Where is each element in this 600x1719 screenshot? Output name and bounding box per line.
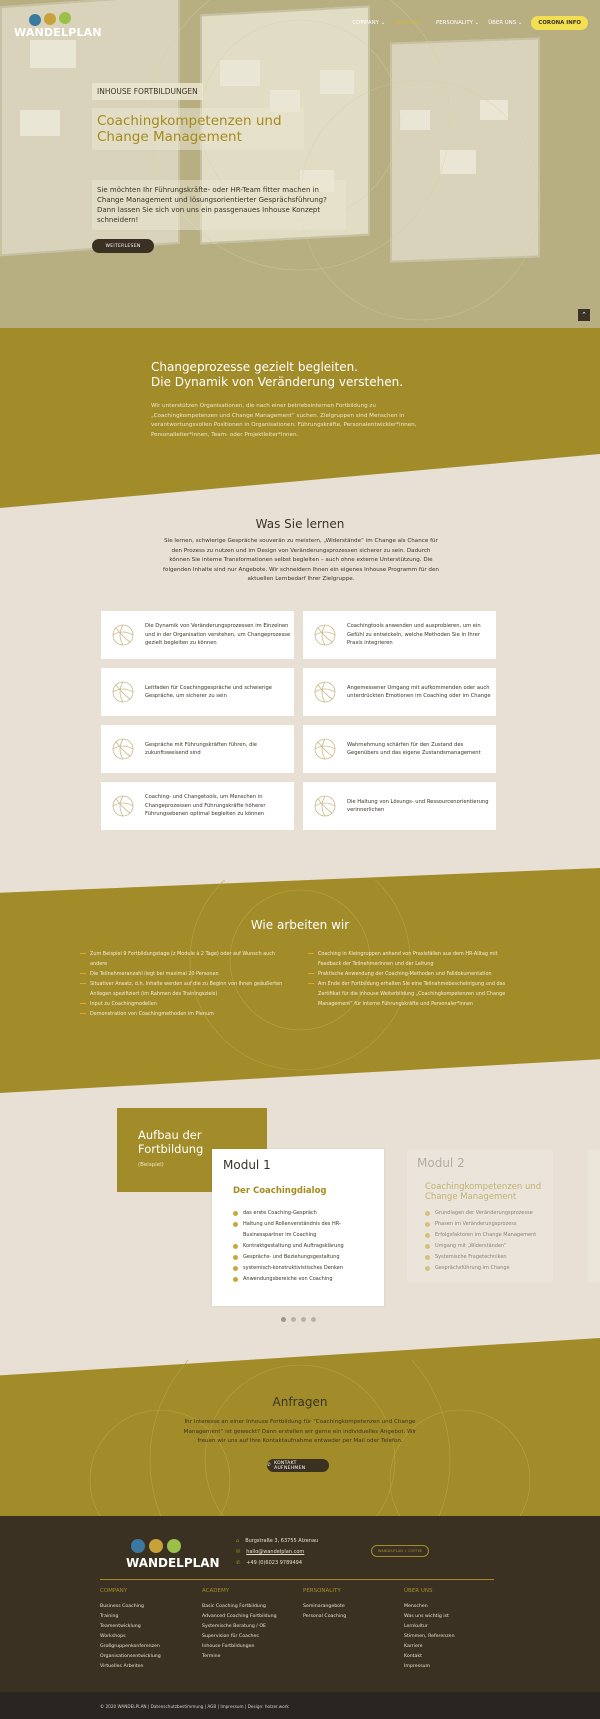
nav-personality[interactable] (436, 20, 479, 26)
module-sub: Der Coachingdialog (233, 1186, 327, 1196)
change-title-line2: Die Dynamik von Veränderung verstehen. (151, 375, 404, 389)
phone-icon: ✆ (236, 1560, 241, 1566)
hero-title: Coachingkompetenzen und Change Management (92, 108, 304, 150)
footer-link[interactable]: Lernkultur (404, 1624, 428, 1629)
learn-card (303, 611, 496, 659)
footer-logo-text[interactable]: WANDELPLAN (126, 1556, 220, 1570)
footer-email[interactable] (236, 1549, 304, 1555)
chevron-up-icon: ⌃ (581, 311, 587, 319)
footer-link[interactable]: Advanced Coaching Fortbildung (202, 1614, 277, 1619)
list-item: Situativer Ansatz, d.h. Inhalte werden auf die zu Beginn von Ihnen geäußerten Anliegen spezifiziert (im Rahmen des Trainingsziels) (80, 979, 290, 999)
footer-link[interactable]: Termine (202, 1654, 221, 1659)
slider-dot[interactable] (311, 1317, 316, 1322)
footer-column-head: ACADEMY (202, 1588, 230, 1594)
list-item: Am Ende der Fortbildung erhalten Sie eine Teilnahmebescheinigung und das Zertifikat für die Inhouse Weiterbildung „Coachingkompetenzen und Change Management“ für interne Führungskräfte und Personaler*innen (308, 979, 520, 1009)
aufbau-title-line2: Fortbildung (138, 1142, 204, 1156)
module-list (425, 1208, 545, 1274)
slider-dot[interactable] (281, 1317, 286, 1322)
mail-icon: ✉ (236, 1549, 241, 1555)
learn-card (101, 782, 294, 830)
slider-dot[interactable] (301, 1317, 306, 1322)
hero-kicker: INHOUSE FORTBILDUNGEN (92, 83, 203, 100)
module-card-2[interactable] (407, 1150, 553, 1282)
learn-card-text: Wahrnehmung schärfen für den Zustand des Gegenübers und das eigene Zustandsmanagement (347, 741, 481, 756)
change-title-line1: Changeprozesse gezielt begleiten. (151, 360, 358, 374)
module-title: Modul 1 (223, 1158, 271, 1172)
aufbau-sub: (Beispiel) (138, 1162, 164, 1168)
module-title: Modul 2 (417, 1156, 465, 1170)
footer-column-ueber-uns (404, 1588, 455, 1672)
learn-card-text: Coachingtools anwenden und ausprobieren, um ein Gefühl zu entwickeln, welche Methoden Sie in Ihrer Praxis integrieren (347, 623, 481, 647)
footer-divider (100, 1579, 494, 1580)
list-item: Zum Beispiel 9 Fortbildungstage (z Module à 2 Tage) oder auf Wunsch auch andere (80, 949, 290, 969)
list-item: Gesprächs- und Beziehungsgestaltung (233, 1252, 373, 1263)
chevron-down-icon: ⌄ (474, 20, 480, 26)
kontakt-aufnehmen-button[interactable] (267, 1459, 329, 1472)
learn-card-text: Coaching- und Changetools, um Menschen in Changeprozessen und Führungskräfte höherer Führungsebenen optimal begleiten zu können (145, 794, 266, 818)
learn-card (101, 611, 294, 659)
copyright-text: © 2020 WANDELPLAN | Datenschutzbestimmung | AGB | Impressum | Design: holzer.work (100, 1704, 289, 1709)
list-item: Anwendungsbereiche von Coaching (233, 1274, 373, 1285)
nav-label: ACADEMY (394, 20, 421, 26)
learn-text: Sie lernen, schwierige Gespräche souverän zu meistern, „Widerstände“ im Change als Chance für den Prozess zu nutzen und im Design von Veränderungsprozessen sicherer zu sein. Dadurch können Sie interne Transformationen selbst begleiten – auch ohne externe Unterstützung. Die folgenden Inhalte sind nur Angebote. Wir schneidern Ihnen ein eigenes Inhouse Programm für den aktuellen Lernbedarf Ihrer Zielgruppe. (163, 538, 439, 582)
learn-card-text: Die Haltung von Lösungs- und Ressourcenorientierung verinnerlichen (347, 798, 489, 813)
learn-card (101, 668, 294, 716)
list-item: Kontraktgestaltung und Auftragsklärung (233, 1241, 373, 1252)
footer-link[interactable]: Inhouse Fortbildungen (202, 1644, 255, 1649)
logo-text[interactable]: WANDELPLAN (14, 26, 102, 39)
learn-card (303, 725, 496, 773)
footer-column-personality (303, 1588, 346, 1622)
footer-link[interactable]: Personal Coaching (303, 1614, 347, 1619)
nav-academy[interactable] (394, 20, 427, 26)
footer-link[interactable]: Systemische Beratung / OE (202, 1624, 267, 1629)
aufbau-title-line1: Aufbau der (138, 1128, 202, 1142)
phone-link[interactable]: +49 (0)6023 9789494 (246, 1560, 303, 1566)
globe-sketch-icon (313, 737, 337, 761)
learn-card-text: Gespräche mit Führungskräften führen, die zukunftsweisend sind (145, 741, 257, 756)
home-icon: ⌂ (236, 1538, 240, 1544)
footer-column-company (100, 1588, 161, 1672)
footer-column-head: COMPANY (100, 1588, 128, 1594)
hero-section (0, 0, 600, 328)
copyright-bar (0, 1692, 600, 1719)
footer-link[interactable]: Was uns wichtig ist (404, 1614, 449, 1619)
footer-link[interactable]: Menschen (404, 1604, 428, 1609)
footer-phone[interactable] (236, 1560, 302, 1566)
list-item: Haltung und Rollenverständnis des HR-Businesspartner im Coaching (233, 1219, 373, 1241)
learn-card (101, 725, 294, 773)
footer-link[interactable]: Impressum (404, 1664, 431, 1669)
list-item: Gesprächsführung im Change (425, 1263, 545, 1274)
learn-card (303, 782, 496, 830)
globe-sketch-icon (111, 794, 135, 818)
change-text: Wir unterstützen Organisationen, die nach einer betriebsinternen Fortbildung zu „Coachingkompetenzen und Change Management“ suchen. Zielgruppen sind Menschen in verantwortungsvollen Positionen in Organisationen: Führungskräfte, Personalentwickler*innen, Personalleiter*innen, Team- oder Projektleiter*innen. (151, 403, 417, 438)
globe-sketch-icon (313, 680, 337, 704)
globe-sketch-icon (111, 737, 135, 761)
footer-link[interactable]: Teamentwicklung (100, 1624, 141, 1629)
learn-card-text: Angemessener Umgang mit aufkommenden oder auch unterdrückten Emotionen im Coaching oder im Change (347, 684, 491, 699)
globe-sketch-icon (111, 680, 135, 704)
module-card-3-peek[interactable] (588, 1150, 600, 1282)
globe-sketch-icon (313, 794, 337, 818)
chevron-down-icon: ⌄ (517, 20, 523, 26)
slider-dots (281, 1317, 316, 1322)
footer-link[interactable]: Business Coaching (100, 1604, 144, 1609)
learn-title: Was Sie lernen (255, 517, 345, 531)
footer-column-head: ÜBER UNS (404, 1588, 433, 1594)
list-item: Umgang mit „Widerständen“ (425, 1241, 545, 1252)
footer-link[interactable]: Supervision für Coaches (202, 1634, 259, 1639)
list-item: Phasen im Veränderungsprozess (425, 1219, 545, 1230)
list-item: Grundlagen der Veränderungsprozesse (425, 1208, 545, 1219)
list-item: Die Teilnehmeranzahl liegt bei maximal 20 Personen (80, 969, 290, 979)
corona-info-button[interactable]: CORONA INFO (531, 16, 588, 30)
anfragen-title: Anfragen (272, 1395, 328, 1409)
footer-link[interactable]: Workshops (100, 1634, 126, 1639)
globe-sketch-icon (313, 623, 337, 647)
module-card-1[interactable] (212, 1149, 384, 1306)
footer-logo-icon[interactable] (126, 1537, 192, 1555)
list-item: systemisch-konstruktivistisches Denken (233, 1263, 373, 1274)
chevron-down-icon: ⌄ (422, 20, 427, 26)
logo-icon[interactable] (14, 8, 84, 28)
module-sub: Coachingkompetenzen und Change Management (425, 1182, 542, 1202)
email-link[interactable]: hallo@wandelplan.com (246, 1549, 305, 1555)
work-list-left (80, 949, 290, 1019)
footer-link[interactable]: Organisationsentwicklung (100, 1654, 161, 1659)
module-list (233, 1208, 373, 1285)
footer-link[interactable]: Training (100, 1614, 119, 1619)
button-label: KONTAKT AUFNEHMEN (274, 1460, 306, 1471)
footer-link[interactable]: Kontakt (404, 1654, 422, 1659)
list-item: Coaching in Kleingruppen anhand von Praxisfällen aus dem HR-Alltag mit Feedback der TeilnehmerInnen und der Leitung (308, 949, 520, 969)
coffee-button[interactable]: WANDELPLAN + COFFEE (371, 1545, 429, 1557)
footer-link[interactable]: Großgruppenkonferenzen (100, 1644, 160, 1649)
address-text: Burgstraße 3, 63755 Alzenau (245, 1538, 319, 1544)
list-item: Systemische Fragetechniken (425, 1252, 545, 1263)
footer-link[interactable]: Stimmen, Referenzen (404, 1634, 455, 1639)
main-nav (352, 16, 588, 30)
footer-link[interactable]: Basic Coaching Fortbildung (202, 1604, 266, 1609)
chevron-down-icon: ⌄ (380, 20, 386, 26)
list-item: Demonstration von Coachingmethoden im Plenum (80, 1009, 290, 1019)
learn-card (303, 668, 496, 716)
nav-label: COMPANY (352, 20, 379, 26)
learn-card-text: Die Dynamik von Veränderungsprozessen im Einzelnen und in der Organisation verstehen, um Changeprozesse gezielt begleiten zu können (145, 623, 291, 647)
footer-column-head: PERSONALITY (303, 1588, 341, 1594)
hero-intro: Sie möchten Ihr Führungskräfte- oder HR-Team fitter machen in Change Management und lösungsorientierter Gesprächsführung? Dann lassen Sie sich von uns ein passgenaues Inhouse Konzept schneidern! (92, 180, 346, 230)
list-item: Input zu Coachingmodellen (80, 999, 290, 1009)
footer-column-academy (202, 1588, 277, 1662)
footer-link[interactable]: Virtuelles Arbeiten (100, 1664, 144, 1669)
list-item: das erste Coaching-Gespräch (233, 1208, 373, 1219)
phone-icon: ✆ (267, 1463, 272, 1468)
learn-card-text: Leitfaden für Coachinggespräche und schwierige Gespräche, um sicherer zu sein (145, 684, 272, 699)
slider-dot[interactable] (291, 1317, 296, 1322)
globe-sketch-icon (111, 623, 135, 647)
footer-link[interactable]: Seminarangebote (303, 1604, 345, 1609)
work-title: Wie arbeiten wir (250, 918, 350, 932)
footer-address (236, 1538, 318, 1544)
list-item: Erfolgsfaktoren im Change Management (425, 1230, 545, 1241)
list-item: Praktische Anwendung der Coaching-Methoden und Falldokumentation (308, 969, 520, 979)
nav-label: ÜBER UNS (488, 20, 517, 26)
scroll-top-button[interactable] (578, 309, 590, 321)
work-list-right (308, 949, 520, 1009)
nav-label: PERSONALITY (435, 20, 473, 26)
weiterlesen-button[interactable]: WEITERLESEN (92, 239, 154, 253)
footer-link[interactable]: Karriere (404, 1644, 423, 1649)
anfragen-text: Ihr Interesse an einer Inhouse Fortbildung für “Coachingkompetenzen und Change Management“ ist geweckt? Dann erstellen wir gerne ein individuelles Angebot. Wir freuen wir uns auf Ihre Kontaktaufnahme entweder per Mail oder Telefon. (183, 1419, 417, 1444)
nav-company[interactable] (352, 20, 385, 26)
nav-ueber-uns[interactable] (488, 20, 522, 26)
